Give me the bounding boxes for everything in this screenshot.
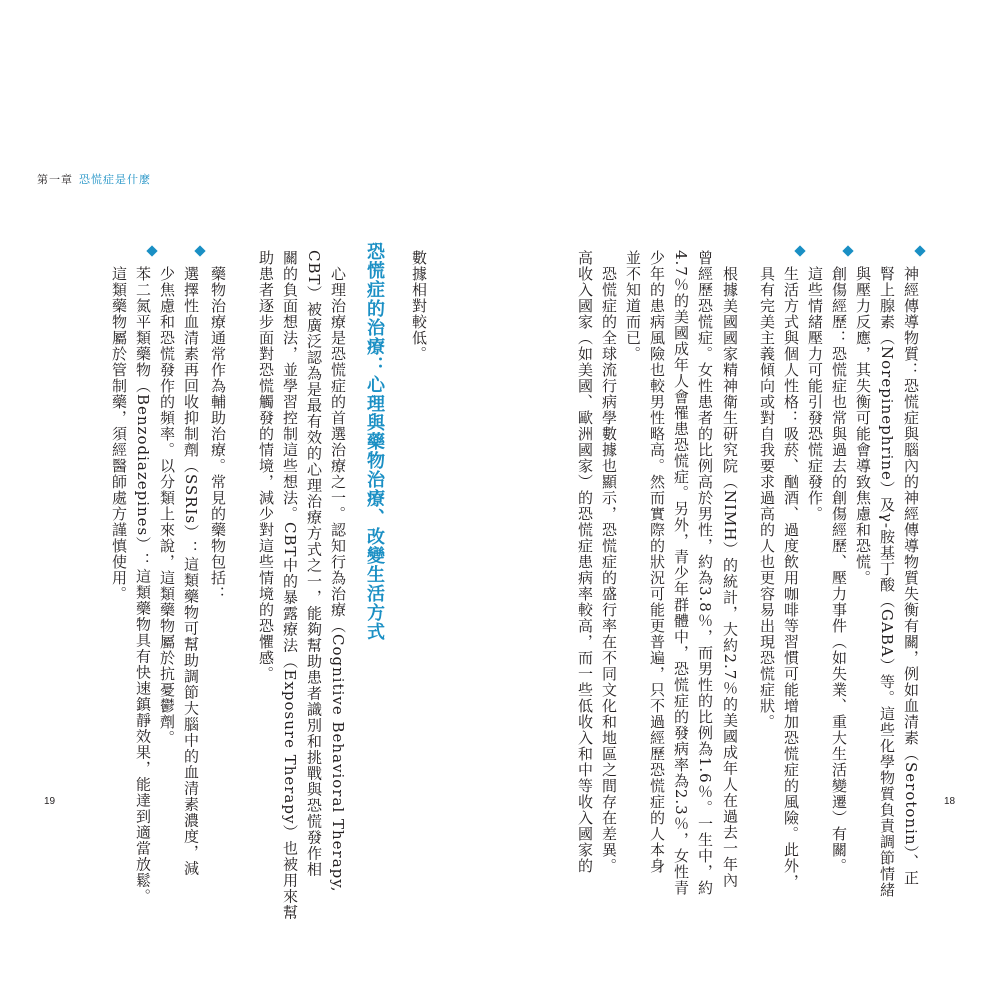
right-line-4: 創傷經歷：恐慌症也常與過去的創傷經歷、壓力事件（如失業、重大生活變遷）有關。 [830,266,848,874]
bullet-icon [914,245,925,256]
right-line-11: 少年的患病風險也較男性略高。然而實際的狀況可能更普遍，只不過經歷恐慌症的人本身 [648,250,666,874]
left-line-5: 藥物治療通常作為輔助治療。常見的藥物包括： [209,266,227,602]
right-line-3: 與壓力反應，其失衡可能會導致焦慮和恐慌。 [854,266,872,586]
right-line-14: 高收入國家（如美國、歐洲國家）的恐慌症患病率較高，而一些低收入和中等收入國家的 [576,250,594,874]
section-heading: 恐慌症的治療：心理與藥物治療、改變生活方式 [364,242,385,641]
right-line-9: 曾經歷恐慌症。女性患者的比例高於男性，約為3.8％，而男性的比例為1.6％。一生中，約 [696,250,714,896]
right-line-1: 神經傳導物質：恐慌症與腦內的神經傳導物質失衡有關，例如血清素（Serotonin）、正 [902,266,920,887]
chapter-title: 恐慌症是什麼 [79,173,151,186]
bullet-icon [194,245,205,256]
running-header [37,171,151,187]
left-line-2: CBT）被廣泛認為是最有效的心理治療方式之一，能夠幫助患者識別和挑戰與恐慌發作相 [305,250,323,878]
right-line-7: 具有完美主義傾向或對自我要求過高的人也更容易出現恐慌症狀。 [758,266,776,730]
right-line-13: 恐慌症的全球流行病學數據也顯示，恐慌症的盛行率在不同文化和地區之間存在差異。 [600,266,618,874]
right-line-12: 並不知道而已。 [624,250,642,362]
left-line-9: 這類藥物屬於管制藥，須經醫師處方謹慎使用。 [110,266,128,602]
right-line-2: 腎上腺素（Norepinephrine）及γ-胺基丁酸（GABA）等。這些化學物質負責調節情緒 [878,266,896,898]
left-line-top: 數據相對較低。 [410,250,428,362]
left-line-4: 助患者逐步面對恐慌觸發的情境，減少對這些情境的恐懼感。 [257,250,275,682]
left-line-1: 心理治療是恐慌症的首選治療之一。認知行為治療（Cognitive Behavioral Therapy, [329,266,347,893]
bullet-icon [842,245,853,256]
right-line-10: 4.7％的美國成年人會罹患恐慌症。另外，青少年群體中，恐慌症的發病率為2.3％，女性青 [672,250,690,896]
bullet-icon [794,245,805,256]
chapter-label: 第一章 [37,173,73,186]
left-line-8: 苯二氮平類藥物（Benzodiazepines）：這類藥物具有快速鎮靜效果，能達到適當放鬆。 [134,266,152,905]
left-line-3: 關的負面想法，並學習控制這些想法。CBT中的暴露療法（Exposure Therapy）也被用來幫 [281,250,299,921]
right-line-5: 這些情緒壓力可能引發恐慌症發作。 [806,266,824,522]
page-number-right: 18 [944,796,956,807]
left-line-7: 少焦慮和恐慌發作的頻率。以分類上來說，這類藥物屬於抗憂鬱劑。 [158,266,176,746]
page-number-left: 19 [44,796,56,807]
bullet-icon [146,245,157,256]
right-line-6: 生活方式與個人性格：吸菸、酗酒、過度飲用咖啡等習慣可能增加恐慌症的風險。此外， [782,266,800,890]
right-line-8: 根據美國國家精神衛生研究院（NIMH）的統計，大約2.7％的美國成年人在過去一年內 [721,266,739,889]
left-line-6: 選擇性血清素再回收抑制劑（SSRIs）：這類藥物可幫助調節大腦中的血清素濃度，減 [182,266,200,877]
